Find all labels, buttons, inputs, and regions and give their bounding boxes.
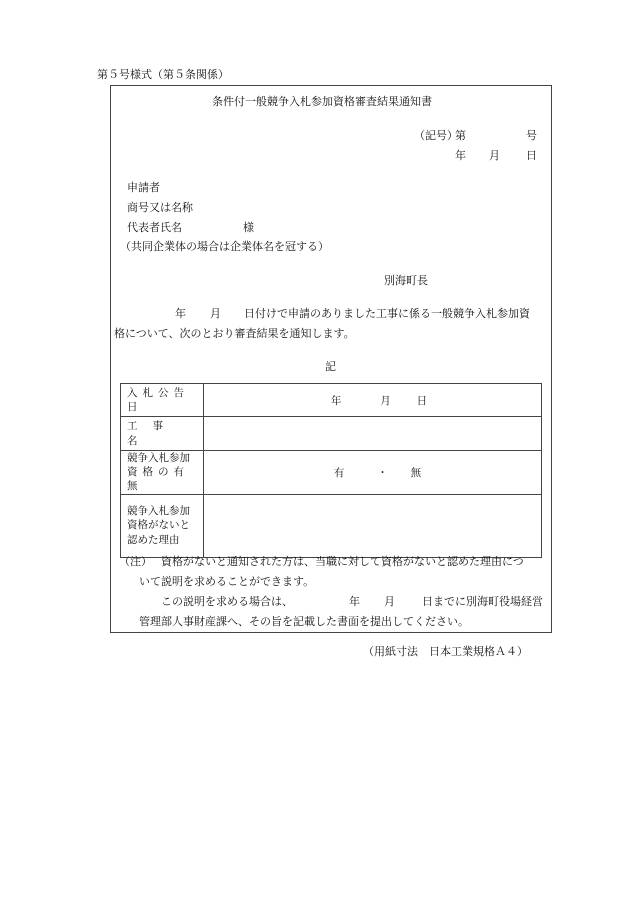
ref-dai: 第 (455, 129, 466, 142)
table-row (121, 451, 542, 495)
table-row (121, 417, 542, 451)
record-table (120, 383, 542, 558)
applicant-representative: 代表者氏名 (127, 221, 182, 234)
body-year: 年 (175, 307, 186, 320)
row-value-reason (204, 494, 542, 557)
eligibility-no: 無 (410, 466, 422, 479)
bid-date-day: 日 (416, 394, 428, 407)
document-title: 条件付一般競争入札参加資格審査結果通知書 (212, 95, 432, 108)
notes-line1: 資格がないと通知された方は、当職に対して資格がないと認めた理由につ (161, 555, 524, 568)
issuer: 別海町長 (384, 274, 428, 287)
row-label-project: 工事名 (121, 417, 204, 451)
row-label-eligibility: 競争入札参加 資格の有無 (121, 451, 204, 495)
body-line1: 日付けで申請のありました工事に係る一般競争入札参加資 (244, 307, 530, 320)
form-number: 第５号様式（第５条関係） (97, 68, 229, 81)
date-month: 月 (489, 149, 500, 162)
table-row (121, 384, 542, 417)
row-label-bid-date: 入札公告日 (121, 384, 204, 417)
row-value-bid-date (204, 384, 542, 417)
notes-line3-month: 月 (384, 595, 395, 608)
notes-line3: この説明を求める場合は、 (161, 595, 293, 608)
ki-label: 記 (325, 360, 336, 373)
table-row (121, 494, 542, 557)
date-day: 日 (526, 149, 537, 162)
applicant-heading: 申請者 (127, 181, 160, 194)
date-year: 年 (455, 149, 466, 162)
bid-date-year: 年 (330, 394, 342, 407)
body-line2: 格について、次のとおり審査結果を通知します。 (114, 327, 355, 340)
notes-mark: （注） (119, 555, 152, 568)
paper-size-note: （用紙寸法 日本工業規格Ａ４） (363, 645, 528, 658)
bid-date-month: 月 (380, 394, 391, 407)
ref-go: 号 (526, 129, 537, 142)
applicant-note: （共同企業体の場合は企業体名を冠する） (120, 240, 329, 253)
row-value-project (204, 417, 542, 451)
notes-line2: いて説明を求めることができます。 (139, 575, 315, 588)
row-label-reason: 競争入札参加 資格がないと 認めた理由 (121, 494, 204, 557)
eligibility-yes: 有 (333, 466, 345, 479)
row-value-eligibility (204, 451, 542, 495)
notes-line3-rest: 日までに別海町役場経営 (422, 595, 543, 608)
applicant-trade-name: 商号又は名称 (127, 201, 193, 214)
ref-kigo: （記号） (414, 129, 458, 142)
notes-line4: 管理部人事財産課へ、その旨を記載した書面を提出してください。 (139, 615, 469, 628)
eligibility-separator: ・ (377, 466, 388, 479)
notes-line3-year: 年 (349, 595, 360, 608)
body-month: 月 (210, 307, 221, 320)
applicant-honorific: 様 (243, 221, 254, 234)
